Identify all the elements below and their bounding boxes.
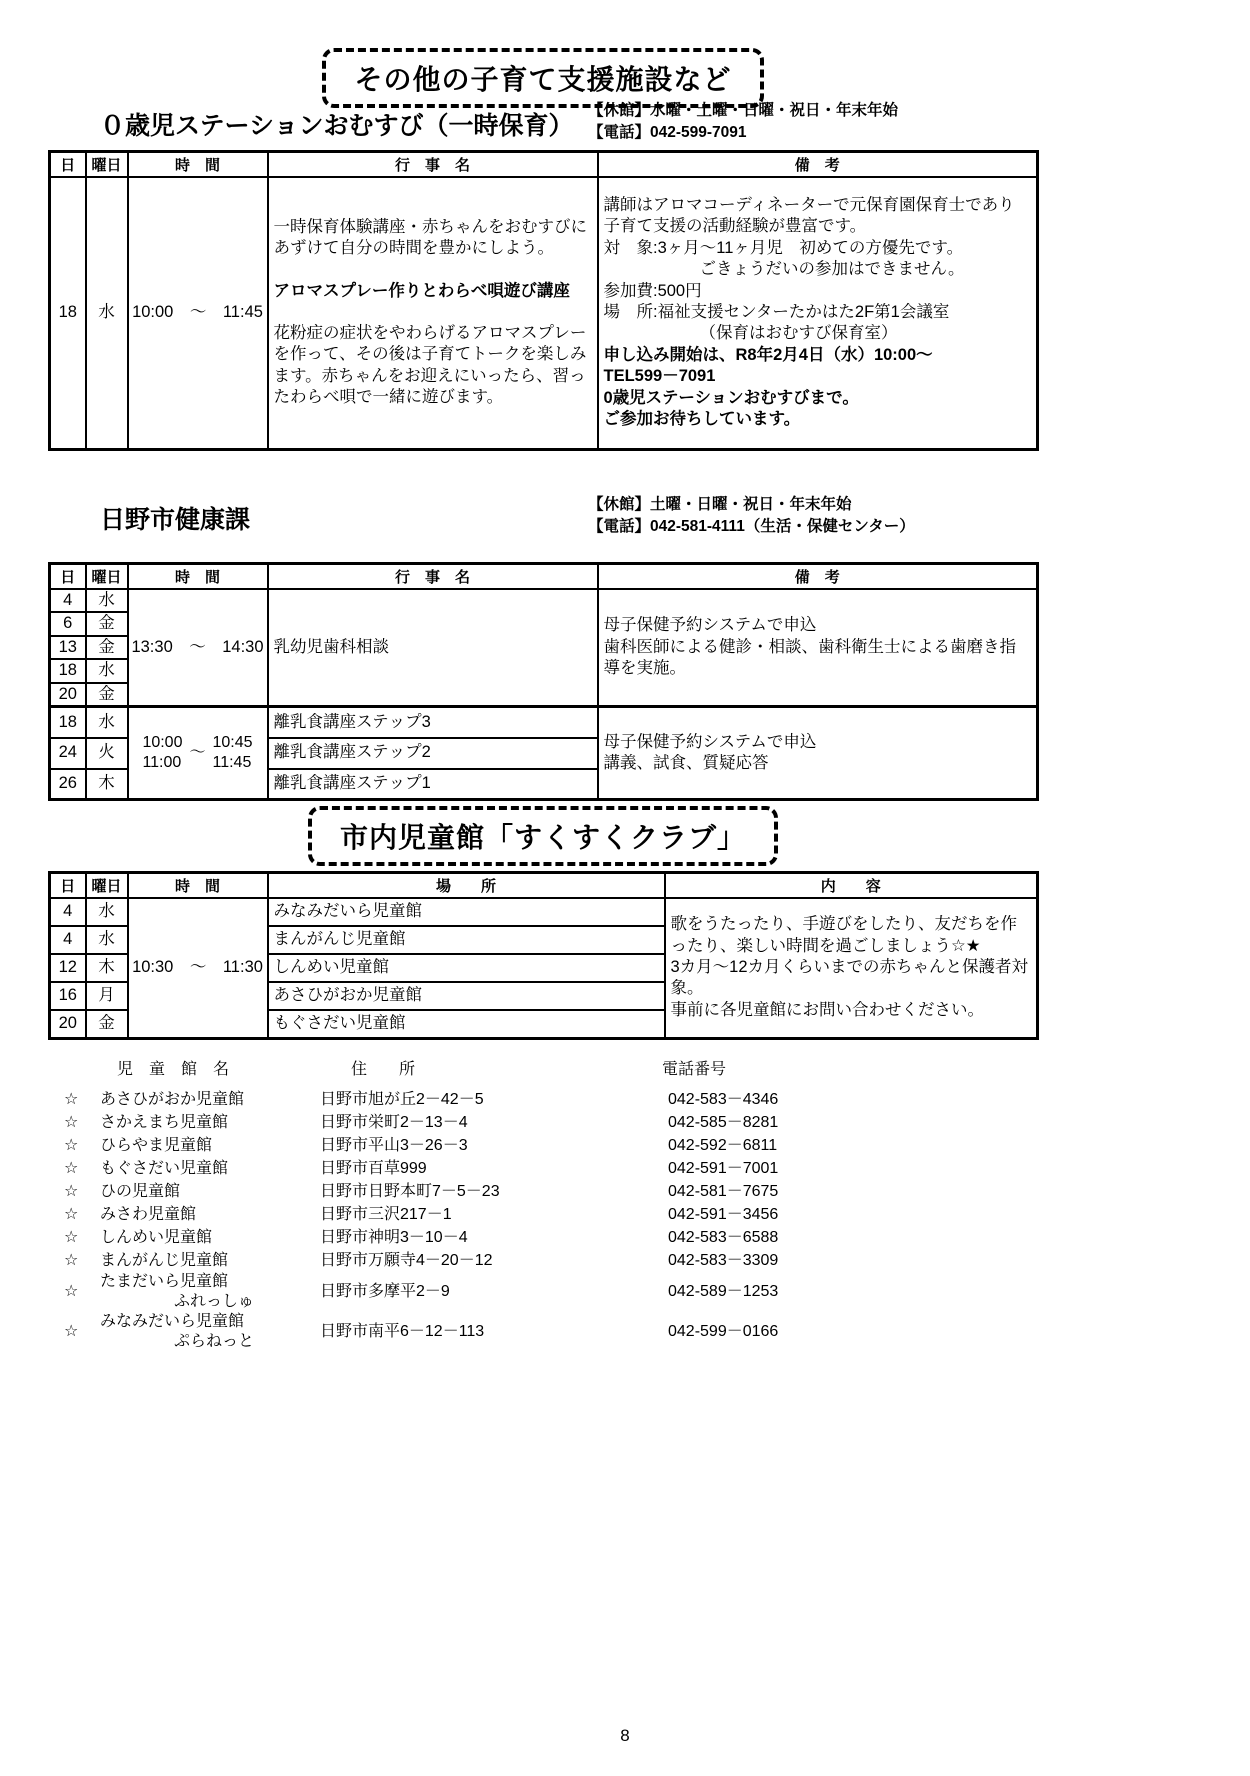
facility-name: しんめい児童館 — [100, 1228, 213, 1246]
time-range — [134, 733, 262, 773]
col-header-content: 内 容 — [665, 873, 1038, 899]
remarks-cell — [598, 589, 1038, 707]
table-header-row — [50, 564, 1038, 590]
sukusuku-schedule-table — [48, 871, 1039, 1040]
place-cell: まんがんじ児童館 — [268, 926, 665, 954]
weekday-cell: 水 — [86, 589, 128, 612]
facility-phone: 042-583－4346 — [668, 1090, 779, 1108]
time-start-2: 11:00 — [142, 754, 182, 772]
facility-name: あさひがおか児童館 — [100, 1090, 245, 1108]
directory-row — [48, 1088, 1038, 1111]
col-header-event: 行 事 名 — [268, 152, 598, 178]
day-cell: 4 — [50, 589, 86, 612]
facility-address: 日野市南平6－12－113 — [320, 1323, 485, 1340]
col-header-day: 日 — [50, 152, 86, 178]
day-cell: 16 — [50, 982, 86, 1010]
facility-address: 日野市平山3－26－3 — [320, 1136, 468, 1154]
banner-other-facilities: その他の子育て支援施設など — [322, 48, 763, 108]
day-cell: 20 — [50, 1010, 86, 1038]
facility-name: みさわ児童館 — [100, 1205, 197, 1223]
time-end-2: 11:45 — [212, 754, 252, 772]
facility-phone: 042-592－6811 — [668, 1136, 778, 1154]
page-number: 8 — [620, 1726, 630, 1745]
phone-number: 【電話】042-599-7091 — [588, 124, 747, 142]
facility-name: さかえまち児童館 — [100, 1113, 229, 1131]
facility-phone: 042-591－3456 — [668, 1205, 779, 1223]
facility-name — [100, 1312, 320, 1352]
closed-days: 【休館】水曜・土曜・日曜・祝日・年末年始 — [588, 102, 899, 119]
weekday-cell: 金 — [86, 683, 128, 707]
facility-phone: 042-581－7675 — [668, 1182, 779, 1200]
day-cell: 6 — [50, 612, 86, 635]
event-text: アロマスプレー作りとわらべ唄遊び講座 — [273, 281, 570, 300]
day-cell: 4 — [50, 898, 86, 926]
remarks-text: ごきょうだいの参加はできません。 — [699, 260, 965, 279]
remarks-text: （保育はおむすび保育室） — [699, 324, 898, 343]
remarks-text: 講義、試食、質疑応答 — [603, 754, 769, 773]
time-cell — [128, 707, 268, 800]
phone-number: 【電話】042-581-4111（生活・保健センター） — [588, 518, 915, 536]
col-header-weekday: 曜日 — [86, 873, 128, 899]
closed-days: 【休館】土曜・日曜・祝日・年末年始 — [588, 496, 852, 513]
table-row — [50, 177, 1038, 449]
star-icon: ☆ — [64, 1090, 79, 1108]
facility-name: ひらやま児童館 — [100, 1136, 213, 1154]
directory-row — [48, 1180, 1038, 1203]
section-kenkoka-info — [588, 494, 915, 539]
facility-name-line2: ふれっしゅ — [174, 1293, 255, 1310]
facility-address: 日野市日野本町7－5－23 — [320, 1182, 500, 1200]
facility-name — [100, 1272, 320, 1312]
section-omusubi-info — [588, 100, 898, 145]
star-icon: ☆ — [64, 1182, 79, 1200]
star-icon: ☆ — [64, 1159, 79, 1177]
weekday-cell: 金 — [86, 612, 128, 635]
place-cell: しんめい児童館 — [268, 954, 665, 982]
day-cell: 26 — [50, 769, 86, 800]
weekday-cell: 水 — [86, 707, 128, 738]
facility-address: 日野市栄町2－13－4 — [320, 1113, 468, 1131]
event-cell — [268, 177, 598, 449]
weekday-cell: 水 — [86, 659, 128, 682]
col-header-remarks: 備 考 — [598, 564, 1038, 590]
col-header-weekday: 曜日 — [86, 564, 128, 590]
event-text: 一時保育体験講座・赤ちゃんをおむすびにあずけて自分の時間を豊かにしよう。 — [273, 217, 587, 258]
weekday-cell: 水 — [86, 898, 128, 926]
facility-address: 日野市旭が丘2－42－5 — [320, 1090, 484, 1108]
time-cell: 10:30 ～ 11:30 — [128, 898, 268, 1038]
col-header-place: 場 所 — [268, 873, 665, 899]
remarks-text: 母子保健予約システムで申込 — [603, 732, 817, 751]
content-cell — [665, 898, 1038, 1038]
section-kenkoka-title: 日野市健康課 — [100, 506, 251, 534]
facility-address: 日野市百草999 — [320, 1159, 427, 1177]
star-icon: ☆ — [64, 1283, 79, 1300]
place-cell: みなみだいら児童館 — [268, 898, 665, 926]
directory-row — [48, 1312, 1038, 1352]
facility-name-line1: みなみだいら児童館 — [100, 1313, 245, 1330]
star-icon: ☆ — [64, 1205, 79, 1223]
star-icon: ☆ — [64, 1251, 79, 1269]
day-cell: 12 — [50, 954, 86, 982]
facility-phone: 042-583－3309 — [668, 1251, 779, 1269]
event-text: 花粉症の症状をやわらげるアロマスプレーを作って、その後は子育てトークを楽しみます。赤ちゃんをお迎えにいったら、習ったわらべ唄で一緒に遊びます。 — [273, 324, 587, 407]
remarks-text: ご参加お待ちしています。 — [603, 410, 801, 429]
remarks-cell — [598, 177, 1038, 449]
star-icon: ☆ — [64, 1228, 79, 1246]
weekday-cell: 月 — [86, 982, 128, 1010]
facility-name: もぐさだい児童館 — [100, 1159, 229, 1177]
day-cell: 13 — [50, 636, 86, 659]
table-row — [50, 589, 1038, 612]
facility-address: 日野市多摩平2－9 — [320, 1283, 450, 1300]
col-header-remarks: 備 考 — [598, 152, 1038, 178]
day-cell: 24 — [50, 738, 86, 769]
star-icon: ☆ — [64, 1323, 79, 1340]
directory-header-address: 住 所 — [351, 1061, 416, 1078]
facility-phone: 042-583－6588 — [668, 1228, 779, 1246]
star-icon: ☆ — [64, 1113, 79, 1131]
remarks-text: 場 所:福祉支援センターたかはた2F第1会議室 — [603, 303, 950, 322]
content-text: 事前に各児童館にお問い合わせください。 — [670, 1000, 984, 1019]
facility-name: まんがんじ児童館 — [100, 1251, 229, 1269]
section-omusubi-header — [48, 100, 1038, 152]
day-cell: 18 — [50, 707, 86, 738]
banner-other-facilities-wrap — [48, 48, 1038, 108]
col-header-day: 日 — [50, 564, 86, 590]
kenkoka-schedule-table — [48, 562, 1039, 801]
time-cell: 13:30 ～ 14:30 — [128, 589, 268, 707]
facility-address: 日野市神明3－10－4 — [320, 1228, 468, 1246]
place-cell: もぐさだい児童館 — [268, 1010, 665, 1038]
star-icon: ☆ — [64, 1136, 79, 1154]
remarks-text: 申し込み開始は、R8年2月4日（水）10:00～ — [603, 345, 933, 364]
directory-header-name: 児 童 館 名 — [117, 1061, 230, 1078]
banner-sukusuku: 市内児童館「すくすくクラブ」 — [308, 806, 778, 866]
event-cell: 離乳食講座ステップ2 — [268, 738, 598, 769]
day-cell: 20 — [50, 683, 86, 707]
remarks-text: 対 象:3ヶ月～11ヶ月児 初めての方優先です。 — [603, 238, 964, 257]
directory-row — [48, 1134, 1038, 1157]
event-cell: 離乳食講座ステップ3 — [268, 707, 598, 738]
time-start-1: 10:00 — [142, 734, 183, 752]
remarks-text: 母子保健予約システムで申込 — [603, 616, 817, 635]
remarks-cell — [598, 707, 1038, 800]
jidokan-directory — [48, 1060, 1038, 1352]
table-header-row — [50, 873, 1038, 899]
day-cell: 4 — [50, 926, 86, 954]
day-cell: 18 — [50, 659, 86, 682]
directory-header-phone: 電話番号 — [662, 1061, 727, 1078]
facility-phone: 042-585－8281 — [668, 1113, 779, 1131]
facility-phone: 042-591－7001 — [668, 1159, 779, 1177]
event-cell: 乳幼児歯科相談 — [268, 589, 598, 707]
weekday-cell: 金 — [86, 1010, 128, 1038]
day-cell: 18 — [50, 177, 86, 449]
col-header-time: 時 間 — [128, 873, 268, 899]
directory-row — [48, 1249, 1038, 1272]
section-kenkoka-header — [48, 494, 1038, 546]
directory-row — [48, 1111, 1038, 1134]
content-text: 歌をうたったり、手遊びをしたり、友だちを作ったり、楽しい時間を過ごしましょう☆★ — [670, 915, 1017, 955]
weekday-cell: 火 — [86, 738, 128, 769]
facility-address: 日野市三沢217－1 — [320, 1205, 452, 1223]
facility-name-line1: たまだいら児童館 — [100, 1273, 229, 1290]
section-omusubi-title: ０歳児ステーションおむすび（一時保育） — [100, 112, 574, 140]
remarks-text: TEL599－7091 — [603, 367, 716, 386]
directory-row — [48, 1157, 1038, 1180]
remarks-text: 講師はアロマコーディネーターで元保育園保育士であり子育て支援の活動経験が豊富です。 — [603, 195, 1015, 236]
weekday-cell: 木 — [86, 954, 128, 982]
event-cell: 離乳食講座ステップ1 — [268, 769, 598, 800]
col-header-event: 行 事 名 — [268, 564, 598, 590]
tilde: ～ — [189, 744, 206, 762]
weekday-cell: 水 — [86, 177, 128, 449]
time-end-1: 10:45 — [212, 734, 253, 752]
remarks-text: 歯科医師による健診・相談、歯科衛生士による歯磨き指導を実施。 — [603, 637, 1016, 678]
directory-header — [48, 1060, 1038, 1080]
time-cell: 10:00 ～ 11:45 — [128, 177, 268, 449]
facility-phone: 042-599－0166 — [668, 1323, 779, 1340]
col-header-weekday: 曜日 — [86, 152, 128, 178]
omusubi-schedule-table — [48, 150, 1039, 451]
table-header-row — [50, 152, 1038, 178]
facility-phone: 042-589－1253 — [668, 1283, 779, 1300]
directory-row — [48, 1226, 1038, 1249]
facility-name: ひの児童館 — [100, 1182, 181, 1200]
content-text: 3カ月～12カ月くらいまでの赤ちゃんと保護者対象。 — [670, 958, 1029, 998]
facility-name-line2: ぷらねっと — [174, 1333, 255, 1350]
col-header-time: 時 間 — [128, 152, 268, 178]
col-header-time: 時 間 — [128, 564, 268, 590]
facility-address: 日野市万願寺4－20－12 — [320, 1251, 493, 1269]
place-cell: あさひがおか児童館 — [268, 982, 665, 1010]
directory-row — [48, 1203, 1038, 1226]
col-header-day: 日 — [50, 873, 86, 899]
table-row — [50, 898, 1038, 926]
table-row — [50, 707, 1038, 738]
remarks-text: 0歳児ステーションおむすびまで。 — [603, 388, 859, 407]
weekday-cell: 木 — [86, 769, 128, 800]
weekday-cell: 水 — [86, 926, 128, 954]
directory-row — [48, 1272, 1038, 1312]
banner-sukusuku-wrap — [48, 806, 1038, 866]
weekday-cell: 金 — [86, 636, 128, 659]
remarks-text: 参加費:500円 — [603, 281, 702, 300]
